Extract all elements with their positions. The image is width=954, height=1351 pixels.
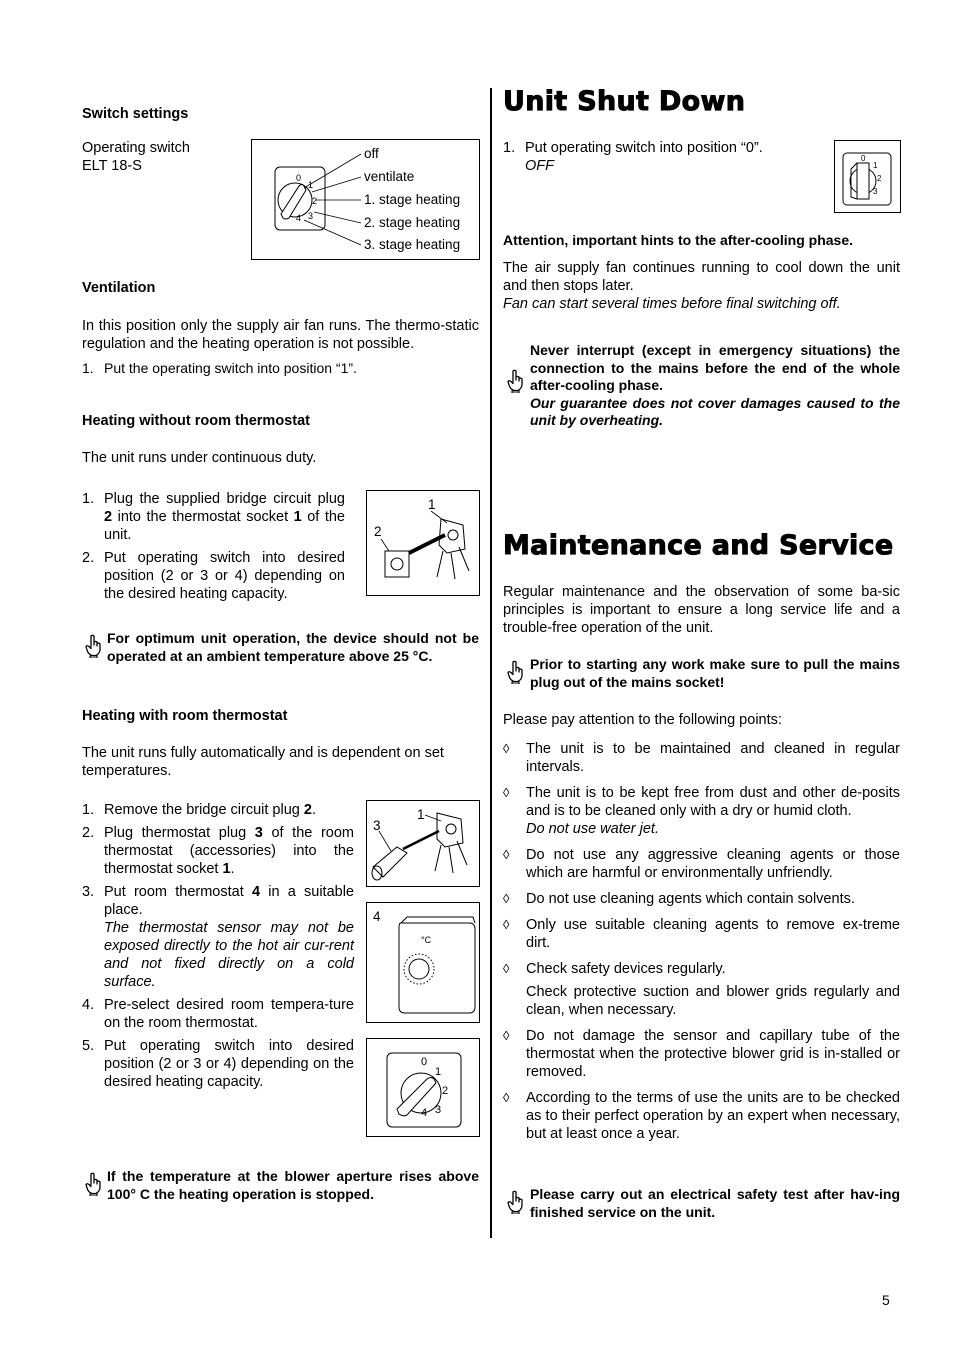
diamond-bullet-icon: ◊ xyxy=(503,891,510,906)
list-item: ◊ Do not damage the sensor and capillary tube of the thermostat when the protective blower grid is in-stalled or removed. xyxy=(503,1028,900,1080)
figure-label-1: 1 xyxy=(428,497,436,512)
heating-without-heading: Heating without room thermostat xyxy=(82,413,310,429)
maintenance-points xyxy=(503,740,900,1151)
celsius-label: °C xyxy=(421,935,432,945)
heating-without-text: The unit runs under continuous duty. xyxy=(82,450,317,466)
dial-digit-0: 0 xyxy=(296,173,302,183)
list-item: 4. Pre-select desired room tempera-ture on the room thermostat. xyxy=(82,997,354,1031)
list-item: ◊ The unit is to be kept free from dust and other de-posits and is to be cleaned only with a dry or humid cloth. Do not use water jet. xyxy=(503,785,900,837)
list-item: ◊ Only use suitable cleaning agents to remove ex-treme dirt. xyxy=(503,917,900,951)
list-item: 5. Put operating switch into desired position (2 or 3 or 4) depending on the desired heating capacity. xyxy=(82,1038,354,1090)
diamond-bullet-icon: ◊ xyxy=(503,741,510,756)
ventilation-steps xyxy=(82,359,479,382)
dial-digit-2: 2 xyxy=(442,1085,449,1097)
diamond-bullet-icon: ◊ xyxy=(503,785,510,800)
dial-digit-3: 3 xyxy=(873,187,878,196)
column-divider xyxy=(490,88,492,1238)
interrupt-warning-note: Never interrupt (except in emergency situations) the connection to the mains before the end of the whole after-cooling phase. Our guarantee does not cover damages caused to the unit by overheating. xyxy=(530,342,900,428)
figure-label-4: 4 xyxy=(373,909,381,924)
switch-settings-heading: Switch settings xyxy=(82,106,189,122)
page-number: 5 xyxy=(882,1292,890,1308)
figure-label-2: 2 xyxy=(374,524,382,539)
list-item: Check protective suction and blower grids regularly and clean, when necessary. xyxy=(526,984,900,1018)
position-ventilate: ventilate xyxy=(364,169,415,184)
list-item: 2. Plug thermostat plug 3 of the room thermostat (accessories) into the thermostat socket 1. xyxy=(82,825,354,877)
after-cooling-attention: Attention, important hints to the after-cooling phase. xyxy=(503,232,853,248)
heating-with-heading: Heating with room thermostat xyxy=(82,708,288,724)
heating-with-steps xyxy=(82,801,354,1096)
dial-digit-1: 1 xyxy=(435,1066,442,1078)
list-item: 1. Remove the bridge circuit plug 2. xyxy=(82,802,316,818)
list-item: ◊ According to the terms of use the units are to be checked as to their perfect operation by an expert when necessary, but at least once a year. xyxy=(503,1090,900,1142)
list-item: 1. Plug the supplied bridge circuit plug 2 into the thermostat socket 1 of the unit. xyxy=(82,491,345,543)
dial-digit-3: 3 xyxy=(308,211,314,221)
position-stage-3: 3. stage heating xyxy=(364,237,461,252)
maintenance-intro: Regular maintenance and the observation of some ba-sic principles is important to ensure a long service life and a trouble-free operation of the unit. xyxy=(503,584,900,636)
list-item: 1. Put operating switch into position “0”. OFF xyxy=(503,140,763,174)
dial-digit-3: 3 xyxy=(435,1104,442,1116)
shutdown-steps xyxy=(503,139,813,180)
dial-digit-0: 0 xyxy=(861,154,866,163)
rotary-switch-icon xyxy=(835,141,902,214)
list-item: 2. Put operating switch into desired position (2 or 3 or 4) depending on the desired heating capacity. xyxy=(82,550,345,602)
dial-digit-4: 4 xyxy=(421,1107,428,1119)
diamond-bullet-icon: ◊ xyxy=(503,1090,510,1105)
maintenance-title: Maintenance and Service xyxy=(503,530,894,561)
unit-shut-down-title: Unit Shut Down xyxy=(503,86,746,117)
figure-label-3: 3 xyxy=(373,818,381,833)
room-thermostat-icon xyxy=(367,903,481,1024)
dial-digit-1: 1 xyxy=(873,161,878,170)
list-item: ◊ Do not use cleaning agents which contain solvents. xyxy=(503,891,855,907)
ventilation-heading: Ventilation xyxy=(82,280,156,296)
electrical-safety-note: Please carry out an electrical safety test after hav-ing finished service on the unit. xyxy=(530,1186,900,1220)
ventilation-text: In this position only the supply air fan runs. The thermo-static regulation and the heating operation is not possible. xyxy=(82,318,479,352)
bridge-plug-figure xyxy=(366,490,480,596)
switch-off-figure xyxy=(834,140,901,213)
position-stage-2: 2. stage heating xyxy=(364,215,461,230)
operating-switch-label: Operating switch ELT 18-S xyxy=(82,140,190,174)
hand-pointer-icon xyxy=(84,634,104,658)
points-intro: Please pay attention to the following points: xyxy=(503,712,782,728)
mains-plug-note: Prior to starting any work make sure to pull the mains plug out of the mains socket! xyxy=(530,656,900,690)
list-item: ◊ Do not use any aggressive cleaning agents or those which are harmful or environmentally unfriendly. xyxy=(503,847,900,881)
room-thermostat-figure xyxy=(366,902,480,1023)
list-item: 3. Put room thermostat 4 in a suitable place. The thermostat sensor may not be exposed directly to the hot air cur-rent and not fixed directly on a cold surface. xyxy=(82,884,354,990)
dial-digit-0: 0 xyxy=(421,1056,428,1068)
hand-pointer-icon xyxy=(84,1172,104,1196)
heating-with-text: The unit runs fully automatically and is dependent on set temperatures. xyxy=(82,745,444,779)
ambient-temperature-note: For optimum unit operation, the device should not be operated at an ambient temperature above 25 °C. xyxy=(107,630,479,664)
dial-digit-2: 2 xyxy=(312,196,318,206)
diamond-bullet-icon: ◊ xyxy=(503,1028,510,1043)
diamond-bullet-icon: ◊ xyxy=(503,917,510,932)
dial-digit-2: 2 xyxy=(877,174,882,183)
bridge-plug-icon xyxy=(367,491,481,597)
figure-label-1b: 1 xyxy=(417,807,425,822)
blower-temperature-note: If the temperature at the blower aperture rises above 100° C the heating operation is stopped. xyxy=(107,1168,479,1202)
dial-digit-1: 1 xyxy=(308,180,314,190)
switch-positions-figure xyxy=(251,139,480,260)
after-cooling-text: The air supply fan continues running to cool down the unit and then stops later. Fan can start several times before final switching off. xyxy=(503,260,900,312)
switch-figure-small xyxy=(366,1038,480,1137)
position-off: off xyxy=(364,146,379,161)
list-item: ◊ Check safety devices regularly. xyxy=(503,961,726,977)
diamond-bullet-icon: ◊ xyxy=(503,961,510,976)
hand-pointer-icon xyxy=(506,369,526,393)
heating-without-steps xyxy=(82,490,345,608)
position-stage-1: 1. stage heating xyxy=(364,192,461,207)
thermostat-plug-figure xyxy=(366,800,480,887)
list-item: 1. Put the operating switch into position “1”. xyxy=(82,360,357,376)
rotary-switch-icon xyxy=(367,1039,481,1138)
hand-pointer-icon xyxy=(506,1190,526,1214)
hand-pointer-icon xyxy=(506,660,526,684)
dial-digit-4: 4 xyxy=(296,213,302,223)
diamond-bullet-icon: ◊ xyxy=(503,847,510,862)
list-item: ◊ The unit is to be maintained and cleaned in regular intervals. xyxy=(503,741,900,775)
